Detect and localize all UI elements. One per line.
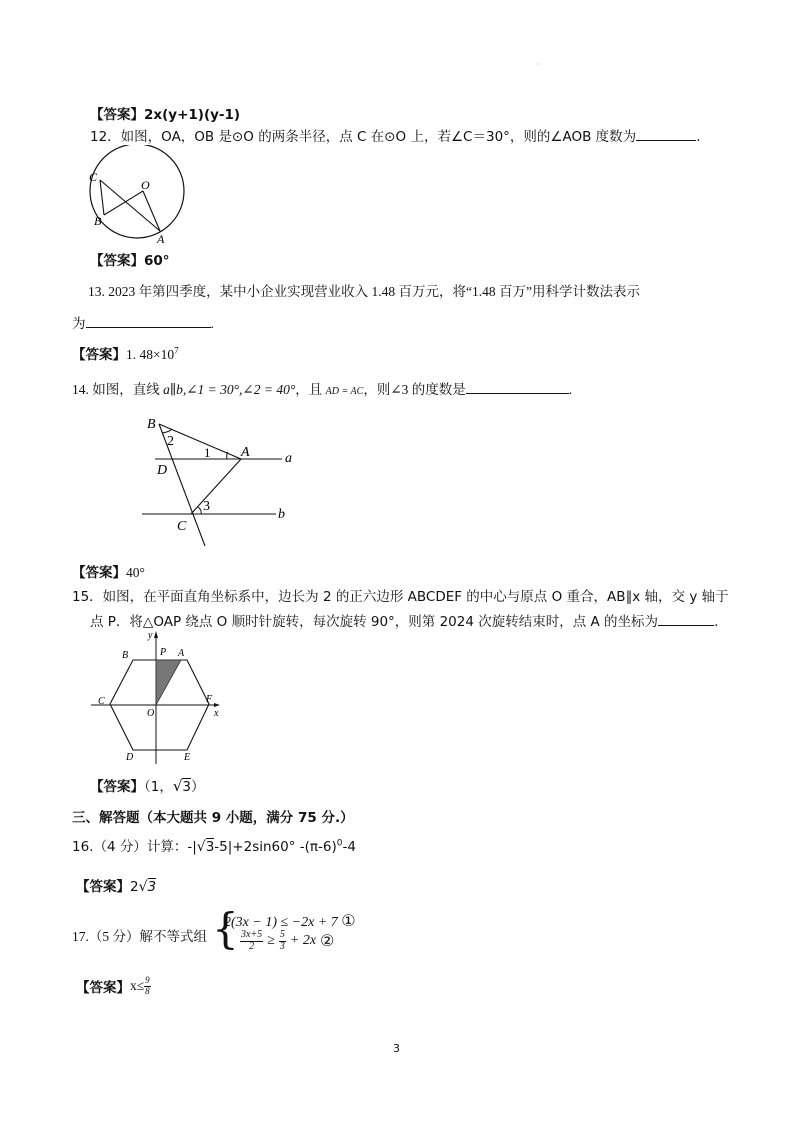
question-text: -4 bbox=[342, 839, 356, 855]
numerator: 5 bbox=[279, 929, 285, 940]
q16-answer: 【答案】2√3 bbox=[76, 879, 157, 895]
numerator: 3x+5 bbox=[241, 929, 263, 940]
answer-close: ） bbox=[191, 779, 205, 795]
answer-value: 40° bbox=[126, 565, 145, 580]
question-text: 12．如图，OA，OB 是⊙O 的两条半径，点 C 在⊙O 上，若∠C＝30°，则的∠AOB 度数为 bbox=[90, 129, 637, 145]
label-d-point: D bbox=[157, 463, 168, 478]
answer-value: 60° bbox=[144, 253, 170, 269]
answer-radicand: 3 bbox=[182, 779, 191, 795]
answer-label: 【答案】 bbox=[76, 980, 130, 995]
answer-label: 【答案】 bbox=[76, 879, 130, 895]
marker-2: ② bbox=[320, 933, 335, 950]
label-c-point: C bbox=[177, 519, 187, 534]
answer-blank bbox=[658, 611, 714, 626]
q15-hexagon-figure bbox=[88, 628, 228, 768]
fraction-1 bbox=[240, 930, 263, 952]
condition-2: AD = AC bbox=[325, 386, 364, 397]
relation: ≥ bbox=[267, 933, 275, 948]
label-p-point: P bbox=[160, 647, 167, 658]
inequality-text: 2(3x − 1) ≤ −2x + 7 bbox=[224, 915, 338, 930]
q17-question: 17.（5 分）解不等式组 bbox=[72, 929, 207, 944]
answer-value: 2x(y+1)(y-1) bbox=[144, 107, 241, 123]
system-brace: { bbox=[212, 904, 239, 953]
answer-value: x≤ bbox=[130, 978, 145, 993]
answer-fraction bbox=[144, 976, 151, 996]
label-a-point: A bbox=[241, 445, 250, 460]
inequality-1 bbox=[224, 911, 356, 931]
q12-answer bbox=[90, 249, 170, 269]
period: . bbox=[210, 316, 214, 331]
q14-question bbox=[72, 378, 572, 398]
label-a: A bbox=[157, 232, 165, 245]
denominator: 8 bbox=[145, 985, 150, 996]
q15-answer: 【答案】（1，√3） bbox=[90, 777, 205, 795]
answer-value: 1. 48×10 bbox=[126, 347, 175, 362]
axis-y-label: y bbox=[148, 630, 153, 641]
angle-3: 3 bbox=[203, 499, 210, 514]
question-text: 为 bbox=[72, 316, 86, 331]
label-f-vertex: F bbox=[206, 694, 213, 705]
angle-1: 1 bbox=[204, 445, 211, 460]
question-text: 14. 如图，直线 bbox=[72, 382, 164, 397]
label-e-vertex: E bbox=[184, 752, 191, 763]
q12-circle-figure bbox=[84, 145, 194, 245]
answer-blank bbox=[636, 126, 696, 141]
page-number: 3 bbox=[393, 1042, 400, 1055]
q14-lines-figure bbox=[135, 410, 310, 552]
radicand: 3 bbox=[205, 839, 215, 855]
top-mark: · bbox=[537, 60, 540, 69]
q15-question: 15．如图，在平面直角坐标系中，边长为 2 的正六边形 ABCDEF 的中心与原点 O 重合，AB∥x 轴，交 y 轴于 bbox=[72, 589, 729, 605]
answer-exponent: 7 bbox=[174, 345, 179, 356]
q17-answer bbox=[76, 976, 151, 996]
q11-answer bbox=[90, 103, 240, 123]
answer-value: 2 bbox=[130, 879, 139, 895]
answer-radicand: 3 bbox=[147, 879, 157, 895]
answer-value: （1， bbox=[144, 779, 173, 795]
q13-answer bbox=[72, 343, 179, 363]
period: . bbox=[696, 129, 701, 145]
answer-label: 【答案】 bbox=[90, 779, 144, 795]
answer-label: 【答案】 bbox=[72, 347, 126, 362]
q16-question: 16.（4 分）计算：-|√3-5|+2sin60° $-(\pi-6)^0-4$ bbox=[72, 838, 356, 855]
label-b-vertex: B bbox=[122, 650, 129, 661]
question-text: -5|+2sin60° -(π-6) bbox=[214, 839, 337, 855]
inequality-2 bbox=[240, 930, 334, 952]
answer-blank bbox=[86, 313, 211, 328]
condition: a∥b,∠1 = 30°,∠2 = 40° bbox=[163, 382, 296, 397]
q15-question-line2 bbox=[90, 610, 718, 630]
marker-1: ① bbox=[341, 913, 356, 930]
label-b: B bbox=[94, 214, 102, 228]
numerator: 9 bbox=[145, 975, 150, 986]
question-text: 点 P．将△OAP 绕点 O 顺时针旋转，每次旋转 90°，则第 2024 次旋转结束时，点 A 的坐标为 bbox=[90, 614, 659, 630]
question-text: 16.（4 分）计算：-| bbox=[72, 839, 197, 855]
question-text: ，且 bbox=[295, 382, 326, 397]
label-d-vertex: D bbox=[126, 752, 134, 763]
q12-question bbox=[90, 125, 700, 145]
period: . bbox=[714, 614, 719, 630]
label-o: O bbox=[141, 178, 150, 192]
angle-2: 2 bbox=[167, 434, 174, 449]
label-c-vertex: C bbox=[98, 696, 105, 707]
answer-blank bbox=[466, 379, 569, 394]
exponent: 0 bbox=[336, 838, 343, 849]
q13-question-line2 bbox=[72, 312, 214, 332]
label-origin: O bbox=[147, 708, 155, 719]
answer-label: 【答案】 bbox=[90, 253, 144, 269]
q14-answer bbox=[72, 561, 145, 581]
label-c: C bbox=[89, 170, 98, 184]
fraction-2 bbox=[279, 930, 286, 952]
line-a-label: a bbox=[285, 451, 292, 466]
answer-label: 【答案】 bbox=[90, 107, 144, 123]
line-b-label: b bbox=[278, 507, 285, 522]
label-a-vertex: A bbox=[178, 648, 185, 659]
question-text: ，则∠3 的度数是 bbox=[363, 382, 466, 397]
answer-label: 【答案】 bbox=[72, 565, 126, 580]
period: . bbox=[568, 382, 573, 397]
axis-x-label: x bbox=[214, 708, 219, 719]
inequality-text: + 2x bbox=[289, 933, 317, 948]
q13-question: 13. 2023 年第四季度，某中小企业实现营业收入 1.48 百万元，将“1.48 百万”用科学计数法表示 bbox=[88, 284, 640, 299]
section-3-heading: 三、解答题（本大题共 9 小题，满分 75 分.） bbox=[72, 810, 354, 826]
label-b-point: B bbox=[147, 417, 156, 432]
denominator: 2 bbox=[249, 940, 255, 952]
denominator: 3 bbox=[279, 940, 285, 952]
